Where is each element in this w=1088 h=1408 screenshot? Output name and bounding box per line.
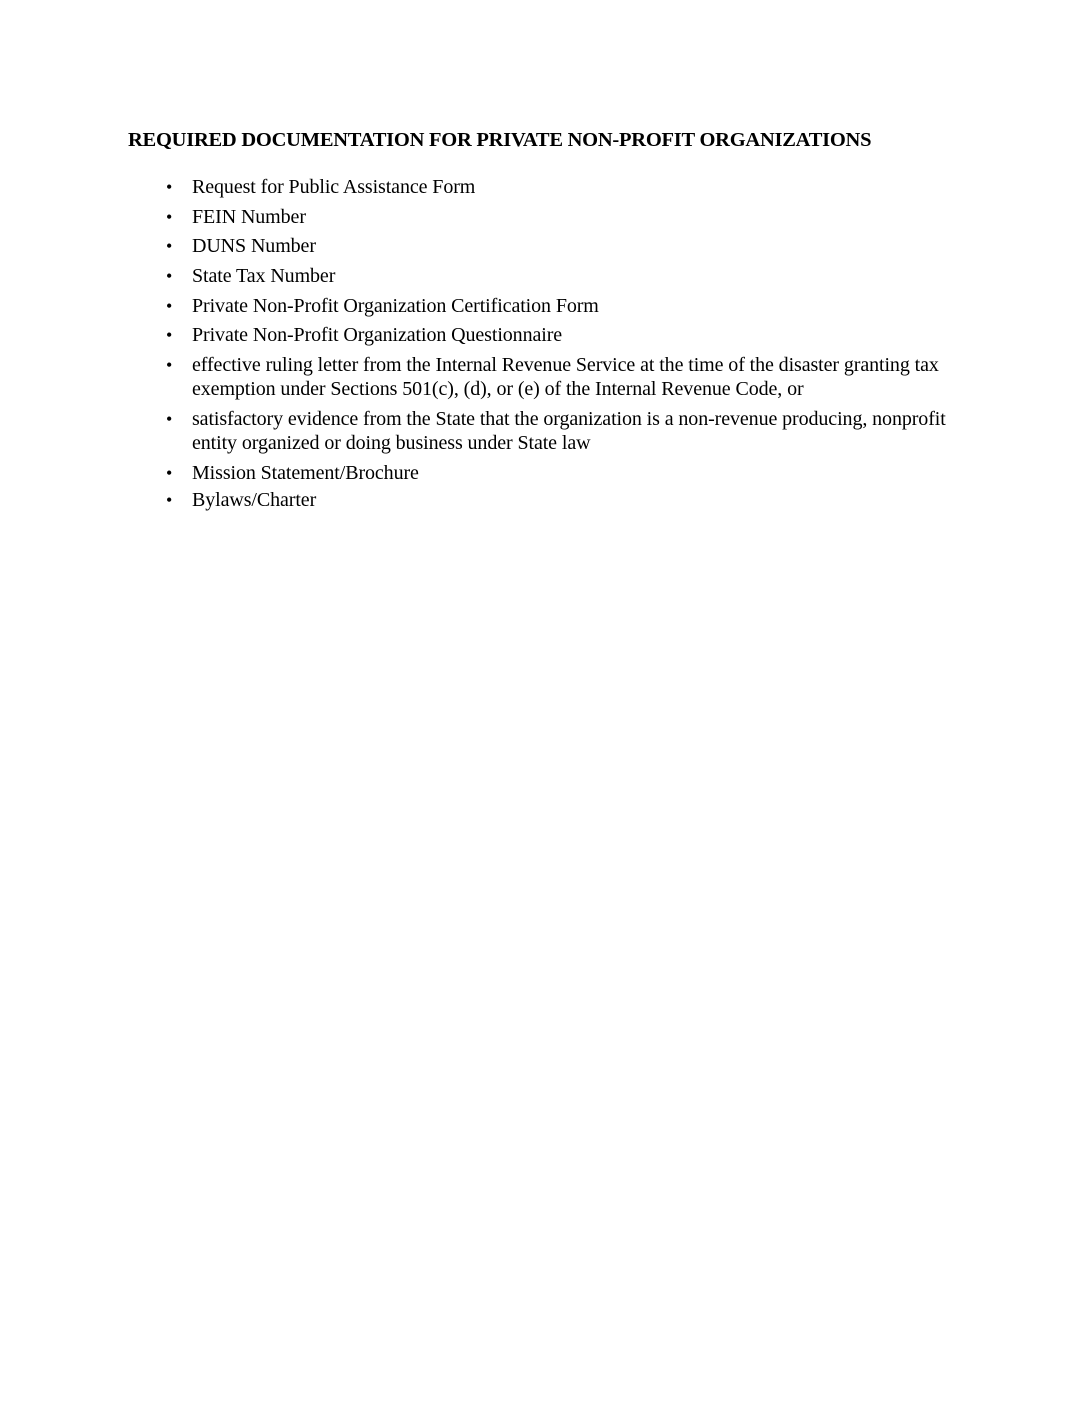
list-item-text: DUNS Number xyxy=(192,235,316,258)
list-item xyxy=(0,407,952,455)
list-item-text: Bylaws/Charter xyxy=(192,488,317,511)
list-item-text: State Tax Number xyxy=(192,265,336,288)
bullet-icon: • xyxy=(166,355,173,376)
list-item-text: satisfactory evidence from the State that the organization is a non-revenue producing, nonprofit entity organized or doing business under State law xyxy=(192,407,946,454)
bullet-icon: • xyxy=(166,295,173,316)
list-item xyxy=(0,353,952,401)
list-item-text: Private Non-Profit Organization Certification Form xyxy=(192,294,599,317)
list-item-text: Request for Public Assistance Form xyxy=(192,176,476,198)
bullet-icon: • xyxy=(166,266,173,287)
list-item xyxy=(0,264,952,288)
document-title: REQUIRED DOCUMENTATION FOR PRIVATE NON-PROFIT ORGANIZATIONS xyxy=(128,129,872,151)
list-item xyxy=(0,323,952,347)
list-item xyxy=(0,175,952,199)
bullet-icon: • xyxy=(166,489,173,510)
bullet-icon: • xyxy=(166,177,173,197)
list-item-text: FEIN Number xyxy=(192,205,306,228)
bullet-icon: • xyxy=(166,408,173,429)
list-item xyxy=(0,205,952,229)
list-item xyxy=(0,461,952,485)
list-item xyxy=(0,488,952,512)
bullet-icon: • xyxy=(166,236,173,257)
bullet-icon: • xyxy=(166,325,173,346)
list-item xyxy=(0,234,952,258)
bullet-icon: • xyxy=(166,462,173,483)
required-documents-list xyxy=(0,175,1088,517)
list-item-text: Private Non-Profit Organization Questionnaire xyxy=(192,324,563,347)
bullet-icon: • xyxy=(166,206,173,227)
list-item xyxy=(0,294,952,318)
list-item-text: effective ruling letter from the Internal Revenue Service at the time of the disaster granting tax exemption under Sections 501(c), (d), or (e) of the Internal Revenue Code, or xyxy=(192,354,939,401)
list-item-text: Mission Statement/Brochure xyxy=(192,461,419,484)
